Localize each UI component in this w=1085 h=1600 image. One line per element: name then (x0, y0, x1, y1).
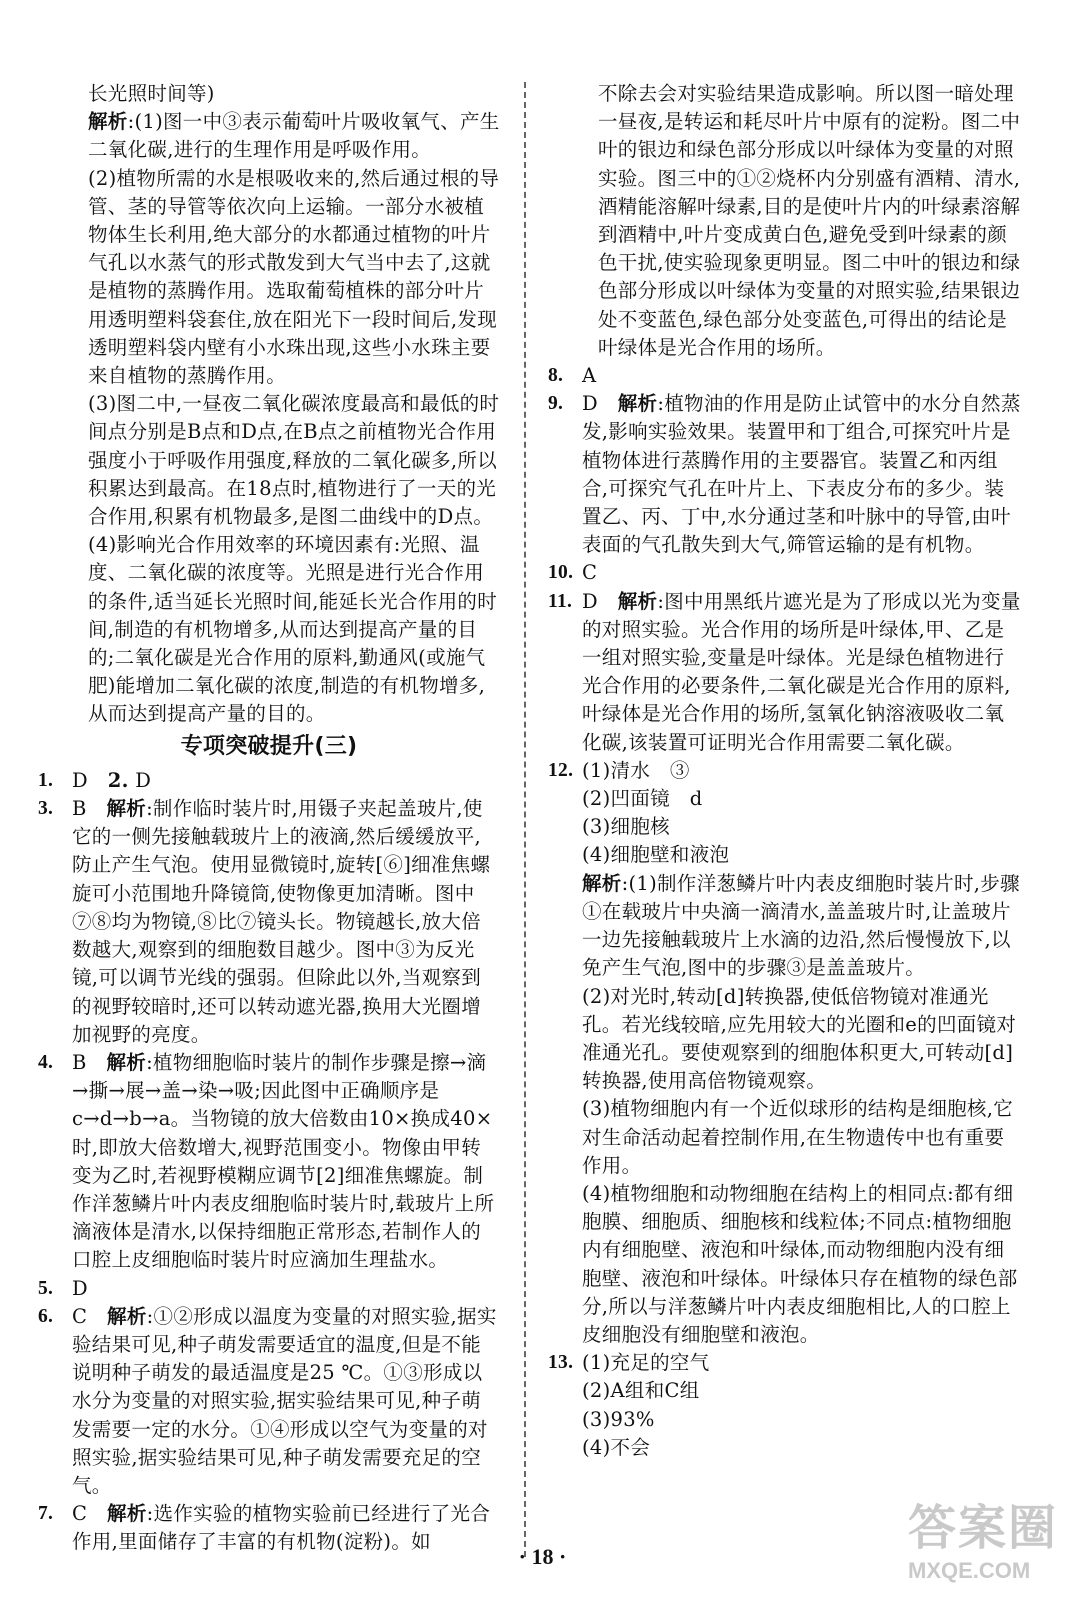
question-item: 10. C (548, 561, 598, 585)
page-number: · 18 · (518, 1544, 567, 1569)
watermark-url: MXQE.COM (908, 1558, 1031, 1583)
analysis-paragraph: (4)植物细胞和动物细胞在结构上的相同点:都有细胞膜、细胞质、细胞核和线粒体;不同点:植物细胞内有细胞壁、液泡和叶绿体,而动物细胞内没有细胞壁、液泡和叶绿体。叶绿体只存在植物的绿色部分,所以与洋葱鳞片叶内表皮细胞相比,人的口腔上皮细胞没有细胞壁和液泡。 (582, 1181, 1018, 1346)
section-title: 专项突破提升(三) (180, 733, 358, 759)
answer-line: (4)细胞壁和液泡 (582, 843, 730, 867)
question-item: 1. D 2. D (38, 768, 152, 792)
left-column (38, 80, 500, 1557)
answer-line: (2)凹面镜 d (582, 787, 703, 811)
question-item: 8. A (548, 364, 597, 388)
analysis-paragraph: (4)影响光合作用效率的环境因素有:光照、温度、二氧化碳的浓度等。光照是进行光合作用的条件,适当延长光照时间,能延长光合作用的时间,制造的有机物增多,从而达到提高产量的目的;二氧化碳是光合作用的原料,勤通风(或施气肥)能增加二氧化碳的浓度,制造的有机物增多,从而达到提高产量的目的。 (88, 533, 497, 726)
answer-line: (3)细胞核 (582, 815, 670, 839)
right-column (548, 80, 1023, 1462)
watermark-logo (908, 1500, 1078, 1596)
analysis-paragraph: (2)植物所需的水是根吸收来的,然后通过根的导管、茎的导管等依次向上运输。一部分水被植物体生长利用,绝大部分的水都通过植物的叶片气孔以水蒸气的形式散发到大气当中去了,这就是植物的蒸腾作用。选取葡萄植株的部分叶片用透明塑料袋套住,放在阳光下一段时间后,发现透明塑料袋内壁有小水珠出现,这些小水珠主要来自植物的蒸腾作用。 (88, 166, 500, 388)
question-item: 12. (1)清水 ③ (2)凹面镜 d (3)细胞核 (4)细胞壁和液泡 解析:(1)制作洋葱鳞片叶内表皮细胞时装片时,步骤①在载玻片中央滴一滴清水,盖盖玻片时,让盖玻片一边先接触载玻片上水滴的边沿,然后慢慢放下,以免产生气泡,图中的步骤③是盖盖玻片。 (2)对光时,转动[d]转换器,使低倍物镜对准通光孔。若光线较暗,应先用较大的光圈和e的凹面镜对准通光孔。要使观察到的细胞体积更大,可转动[d]转换器,使用高倍物镜观察。 (3)植物细胞内有一个近似球形的结构是细胞核,它对生命活动起着控制作用,在生物遗传中也有重要作用。 (4)植物细胞和动物细胞在结构上的相同点:都有细胞膜、细胞质、细胞核和线粒体;不同点:植物细胞内有细胞壁、液泡和叶绿体,而动物细胞内没有细胞壁、液泡和叶绿体。叶绿体只存在植物的绿色部分,所以与洋葱鳞片叶内表皮细胞相比,人的口腔上皮细胞没有细胞壁和液泡。 (548, 757, 1023, 1349)
question-item: 3. B 解析:制作临时装片时,用镊子夹起盖玻片,使它的一侧先接触载玻片上的液滴,然后缓缓放平,防止产生气泡。使用显微镜时,旋转[⑥]细准焦螺旋可小范围地升降镜筒,使物像更加清晰。图中⑦⑧均为物镜,⑧比⑦镜头长。物镜越长,放大倍数越大,观察到的细胞数目越少。图中③为反光镜,可以调节光线的强弱。但除此以外,当观察到的视野较暗时,还可以转动遮光器,换用大光圈增加视野的亮度。 (38, 797, 491, 1046)
column-divider (524, 82, 526, 1557)
watermark-text: 答案圈 (908, 1500, 1059, 1556)
question-item: 4. B 解析:植物细胞临时装片的制作步骤是擦→滴→撕→展→盖→染→吸;因此图中正确顺序是c→d→b→a。当物镜的放大倍数由10×换成40×时,即放大倍数增大,视野范围变小。物像由甲转变为乙时,若视野模糊应调节[2]细准焦螺旋。制作洋葱鳞片叶内表皮细胞临时装片时,载玻片上所滴液体是清水,以保持细胞正常形态,若制作人的口腔上皮细胞临时装片时应滴加生理盐水。 (38, 1050, 495, 1272)
question-item: 5. D (38, 1276, 88, 1300)
analysis-paragraph: (3)植物细胞内有一个近似球形的结构是细胞核,它对生命活动起着控制作用,在生物遗传中也有重要作用。 (582, 1097, 1014, 1177)
analysis-paragraph: 解析:(1)图一中③表示葡萄叶片吸收氧气、产生二氧化碳,进行的生理作用是呼吸作用。 (88, 110, 500, 162)
answer-line: (1)清水 ③ (582, 758, 690, 782)
continued-answer: 长光照时间等) (88, 82, 215, 105)
question-item: 9. D 解析:植物油的作用是防止试管中的水分自然蒸发,影响实验效果。装置甲和丁组合,可探究叶片是植物体进行蒸腾作用的主要器官。装置乙和丙组合,可探究气孔在叶片上、下表皮分布的多少。装置乙、丙、丁中,水分通过茎和叶脉中的导管,由叶表面的气孔散失到大气,筛管运输的是有机物。 (548, 392, 1021, 557)
analysis-paragraph: (2)对光时,转动[d]转换器,使低倍物镜对准通光孔。若光线较暗,应先用较大的光圈和e的凹面镜对准通光孔。要使观察到的细胞体积更大,可转动[d]转换器,使用高倍物镜观察。 (582, 984, 1017, 1093)
answer-line: (1)充足的空气 (582, 1351, 710, 1375)
question-item: 6. C 解析:①②形成以温度为变量的对照实验,据实验结果可见,种子萌发需要适宜的温度,但是不能说明种子萌发的最适温度是25 ℃。①③形成以水分为变量的对照实验,据实验结果可见,种子萌发需要一定的水分。①④形成以空气为变量的对照实验,据实验结果可见,种子萌发需要充足的空气。 (38, 1304, 497, 1497)
analysis-paragraph: 解析:(1)制作洋葱鳞片叶内表皮细胞时装片时,步骤①在载玻片中央滴一滴清水,盖盖玻片时,让盖玻片一边先接触载玻片上水滴的边沿,然后慢慢放下,以免产生气泡,图中的步骤③是盖盖玻片。 (582, 871, 1020, 980)
analysis-label: 解析 (88, 110, 128, 134)
question-item: 7. C 解析:选作实验的植物实验前已经进行了光合作用,里面储存了丰富的有机物(淀粉)。如 (38, 1502, 491, 1554)
answer-line: (2)A组和C组 (582, 1379, 700, 1403)
question-item: 13. (1)充足的空气 (2)A组和C组 (3)93% (4)不会 (548, 1349, 1023, 1462)
answer-line: (4)不会 (582, 1435, 651, 1459)
question-item: 11. D 解析:图中用黑纸片遮光是为了形成以光为变量的对照实验。光合作用的场所是叶绿体,甲、乙是一组对照实验,变量是叶绿体。光是绿色植物进行光合作用的必要条件,二氧化碳是光合作用的原料,叶绿体是光合作用的场所,氢氧化钠溶液吸收二氧化碳,该装置可证明光合作用需要二氧化碳。 (548, 589, 1021, 754)
continued-analysis: 不除去会对实验结果造成影响。所以图一暗处理一昼夜,是转运和耗尽叶片中原有的淀粉。图二中叶的银边和绿色部分形成以叶绿体为变量的对照实验。图三中的①②烧杯内分别盛有酒精、清水,酒精能溶解叶绿素,目的是使叶片内的叶绿素溶解到酒精中,叶片变成黄白色,避免受到叶绿素的颜色干扰,使实验现象更明显。图二中叶的银边和绿色部分形成以叶绿体为变量的对照实验,结果银边处不变蓝色,绿色部分处变蓝色,可得出的结论是叶绿体是光合作用的场所。 (598, 82, 1021, 359)
analysis-paragraph: (3)图二中,一昼夜二氧化碳浓度最高和最低的时间点分别是B点和D点,在B点之前植物光合作用强度小于呼吸作用强度,释放的二氧化碳多,所以积累达到最高。在18点时,植物进行了一天的光合作用,积累有机物最多,是图二曲线中的D点。 (88, 392, 500, 529)
answer-line: (3)93% (582, 1407, 655, 1431)
